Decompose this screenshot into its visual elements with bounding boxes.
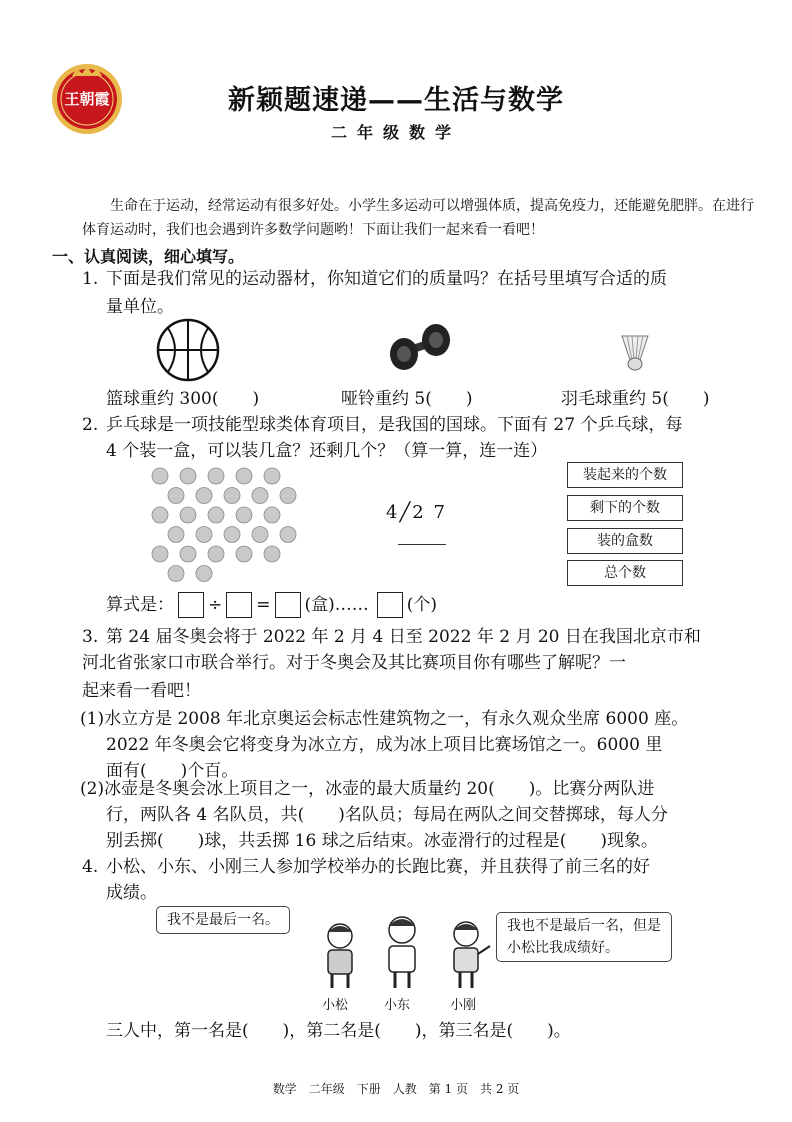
division-line: [398, 544, 446, 545]
ping-pong-ball: [152, 468, 168, 484]
q2-text-line2: 4 个装一盒，可以装几盒？还剩几个？（算一算，连一连）: [106, 441, 548, 461]
q3-text-line2: 河北省张家口市联合举行。对于冬奥会及其比赛项目你有哪些了解呢？一: [82, 653, 626, 673]
answer-box-dividend[interactable]: [178, 592, 204, 618]
ping-pong-ball: [224, 527, 240, 543]
q4-text-line1: 小松、小东、小刚三人参加学校举办的长跑比赛，并且获得了前三名的好: [106, 857, 650, 877]
divide-sign: ÷: [208, 595, 223, 615]
page-subtitle: 二年级数学: [330, 123, 461, 142]
ping-pong-ball: [236, 507, 252, 523]
ping-pong-ball: [196, 527, 212, 543]
name-xiaogang: 小刚: [450, 998, 477, 1013]
dumbbell-icon: [386, 318, 456, 376]
ping-pong-ball: [152, 546, 168, 562]
formula-prefix: 算式是：: [106, 595, 174, 615]
basketball-icon: [156, 318, 220, 382]
label-remaining-count: 剩下的个数: [567, 495, 683, 521]
formula-row: [106, 590, 437, 620]
ping-pong-ball: [208, 468, 224, 484]
ping-pong-ball: [180, 468, 196, 484]
answer-box-quotient[interactable]: [275, 592, 301, 618]
page-title: 新颖题速递——生活与数学: [228, 85, 564, 116]
q3-number: 3.: [82, 627, 99, 647]
q3-sub1-line3: 面有( )个百。: [106, 761, 239, 781]
q2-number: 2.: [82, 415, 99, 435]
shuttlecock-icon: [618, 332, 652, 372]
long-division: 4╱2 7: [386, 502, 447, 523]
q3-sub2-line1: (2)冰壶是冬奥会冰上项目之一，冰壶的最大质量约 20( )。比赛分两队进: [80, 779, 655, 799]
svg-text:王朝霞: 王朝霞: [64, 90, 110, 108]
name-xiaodong: 小东: [384, 998, 411, 1013]
unit-item-label: (个): [406, 595, 438, 615]
intro-paragraph: 生命在于运动，经常运动有很多好处。小学生多运动可以增强体质，提高免疫力，还能避免肥胖。在进行体育运动时，我们也会遇到许多数学问题哟！下面让我们一起来看一看吧！: [82, 198, 754, 238]
speech-bubble-xiaogang: [496, 912, 672, 962]
label-packed-count: 装起来的个数: [567, 462, 683, 488]
q4-answer-line: 三人中，第一名是( )，第二名是( )，第三名是( )。: [106, 1021, 571, 1041]
ping-pong-ball: [252, 527, 268, 543]
bubble-right-line1: 我也不是最后一名，但是: [507, 918, 661, 934]
ping-pong-ball: [236, 546, 252, 562]
page-footer: 数学 二年级 下册 人教 第 1 页 共 2 页: [272, 1082, 520, 1096]
q3-text-line1: 第 24 届冬奥会将于 2022 年 2 月 4 日至 2022 年 2 月 20 日在我国北京市和: [106, 627, 701, 647]
ping-pong-ball: [168, 527, 184, 543]
ping-pong-ball: [252, 488, 268, 504]
q4-text-line2: 成绩。: [106, 883, 157, 903]
ping-pong-ball: [168, 566, 184, 582]
ping-pong-ball: [264, 507, 280, 523]
ping-pong-ball: [152, 507, 168, 523]
label-box-count: 装的盒数: [567, 528, 683, 554]
answer-box-remainder[interactable]: [377, 592, 403, 618]
ping-pong-ball: [180, 507, 196, 523]
ping-pong-ball: [280, 488, 296, 504]
ping-pong-ball: [180, 546, 196, 562]
bubble-right-line2: 小松比我成绩好。: [507, 940, 619, 956]
ping-pong-ball: [264, 468, 280, 484]
q2-text-line1: 乒乓球是一项技能型球类体育项目，是我国的国球。下面有 27 个乒乓球，每: [106, 415, 683, 435]
q1-item-shuttlecock: 羽毛球重约 5( ): [561, 389, 710, 409]
q1-text-line2: 量单位。: [106, 297, 174, 317]
q4-number: 4.: [82, 857, 99, 877]
name-xiaosong: 小松: [322, 998, 349, 1013]
unit-box-label: (盒)……: [304, 595, 369, 615]
ping-pong-ball: [280, 527, 296, 543]
ping-pong-ball: [196, 566, 212, 582]
boy-xiaogang-icon: [444, 918, 494, 990]
ping-pong-ball: [208, 507, 224, 523]
q1-text-line1: 下面是我们常见的运动器材，你知道它们的质量吗？在括号里填写合适的质: [106, 269, 667, 289]
answer-box-divisor[interactable]: [226, 592, 252, 618]
ping-pong-ball: [168, 488, 184, 504]
q1-number: 1.: [82, 269, 99, 289]
ping-pong-ball: [236, 468, 252, 484]
ping-pong-balls: [146, 466, 306, 584]
ping-pong-ball: [196, 488, 212, 504]
q3-sub2-line3: 别丢掷( )球，共丢掷 16 球之后结束。冰壶滑行的过程是( )现象。: [106, 831, 658, 851]
ping-pong-ball: [224, 488, 240, 504]
boy-xiaodong-icon: [378, 914, 426, 990]
ping-pong-ball: [208, 546, 224, 562]
label-total-count: 总个数: [567, 560, 683, 586]
q3-sub2-line2: 行，两队各 4 名队员，共( )名队员；每局在两队之间交替掷球，每人分: [106, 805, 668, 825]
ping-pong-ball: [264, 546, 280, 562]
q3-sub1-line2: 2022 年冬奥会它将变身为冰立方，成为冰上项目比赛场馆之一。6000 里: [106, 735, 663, 755]
speech-bubble-xiaosong: 我不是最后一名。: [156, 906, 290, 934]
q1-item-basketball: 篮球重约 300( ): [106, 389, 260, 409]
boy-xiaosong-icon: [316, 920, 364, 990]
q3-sub1-line1: (1)水立方是 2008 年北京奥运会标志性建筑物之一，有永久观众坐席 6000 座。: [80, 709, 689, 729]
q3-text-line3: 起来看一看吧！: [82, 681, 201, 701]
section-heading: 一、认真阅读，细心填写。: [52, 247, 245, 266]
q1-item-dumbbell: 哑铃重约 5( ): [341, 389, 473, 409]
equals-sign: =: [256, 595, 271, 615]
